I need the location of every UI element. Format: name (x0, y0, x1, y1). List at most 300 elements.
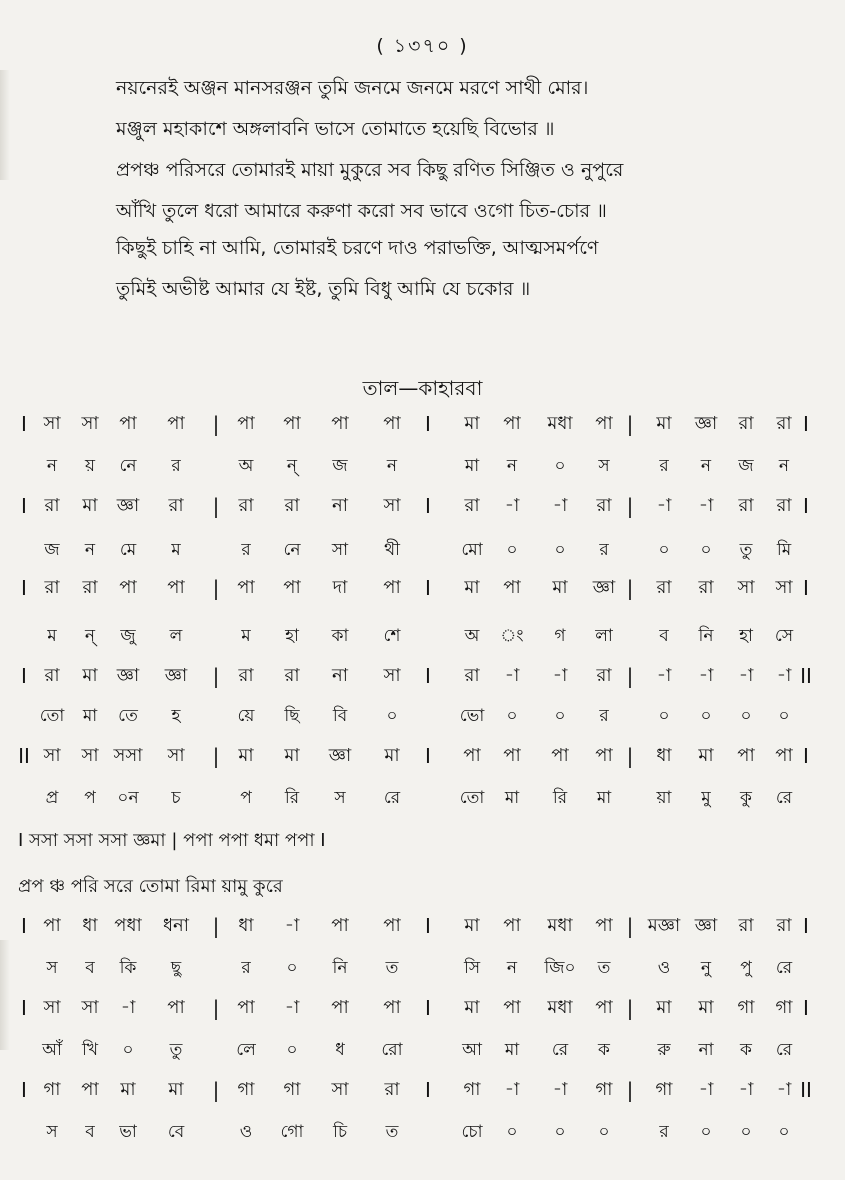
swara-note: পা (331, 915, 349, 936)
lyric-syllable: মা (504, 788, 520, 808)
swara-note: সা (81, 997, 99, 1018)
page-edge-shadow (0, 70, 10, 180)
swara-note: ধা (82, 915, 98, 936)
lyric-syllable: চো (461, 1122, 483, 1142)
lyric-syllable: র (171, 456, 181, 476)
swara-note: সা (43, 745, 61, 766)
swara-note: গা (595, 1079, 613, 1100)
lyric-syllable: ত (597, 958, 611, 978)
lyric-syllable: জ (332, 456, 348, 476)
lyric-syllable: মি (776, 540, 792, 560)
lyric-syllable: মা (596, 788, 612, 808)
swara-note: সা (43, 413, 61, 434)
lyric-syllable: ০ (740, 1122, 752, 1142)
bar-line: I (425, 576, 431, 600)
swara-note: সা (383, 665, 401, 686)
lyric-syllable: ও (239, 1122, 253, 1142)
lyric-syllable-row (0, 778, 845, 818)
swara-note: না (332, 495, 348, 516)
lyric-syllable: কু (740, 788, 752, 808)
notation-block (0, 404, 845, 1152)
lyric-syllable: য়ে (237, 706, 255, 726)
lyric-syllable-row (0, 446, 845, 486)
lyric-syllable: চ (171, 788, 181, 808)
bar-line: II (18, 744, 30, 768)
swara-note: মা (552, 577, 568, 598)
lyric-syllable: প (240, 788, 252, 808)
swara-note: মা (656, 997, 672, 1018)
lyric-syllable: জু (120, 626, 136, 646)
lyric-syllable: ০ (122, 1040, 134, 1060)
bar-line: I (803, 412, 809, 436)
lyric-syllable: ০ (554, 540, 566, 560)
lyric-syllable: পু (740, 958, 752, 978)
swara-note: -া (552, 1079, 568, 1100)
swara-note: মা (464, 997, 480, 1018)
swara-note: পা (167, 997, 185, 1018)
lyric-syllable: মা (82, 706, 98, 726)
swara-note: রা (238, 665, 254, 686)
lyric-syllable: ভো (459, 706, 485, 726)
lyric-syllable: য়া (656, 788, 672, 808)
bar-line: | (212, 576, 220, 600)
swara-note: না (332, 665, 348, 686)
swara-note: -া (776, 665, 792, 686)
lyric-syllable: খি (81, 1040, 99, 1060)
lyric-syllable: ছু (170, 958, 182, 978)
bar-line: | (212, 494, 220, 518)
bar-line: I (21, 996, 27, 1020)
swara-note: পা (595, 745, 613, 766)
bar-line: I (21, 664, 27, 688)
lyric-line: কিছুই চাহি না আমি, তোমারই চরণে দাও পরাভক্তি, আত্মসমর্পণে (116, 237, 599, 259)
swara-row (0, 656, 845, 696)
swara-note: মধা (547, 915, 573, 936)
swara-note: সা (775, 577, 793, 598)
swara-note: মা (384, 745, 400, 766)
lyric-syllable: জ (738, 456, 754, 476)
swara-note: -া (504, 495, 520, 516)
lyric-syllable: রে (551, 1040, 569, 1060)
swara-note: পা (237, 413, 255, 434)
swara-note: পা (119, 577, 137, 598)
lyric-syllable: ক (740, 1040, 752, 1060)
tala-heading: তাল—কাহারবা (362, 376, 483, 400)
swara-note: পা (595, 413, 613, 434)
bar-line: II (800, 664, 812, 688)
swara-note: গা (237, 1079, 255, 1100)
lyric-syllable: ০ (658, 706, 670, 726)
lyric-syllable: কি (119, 958, 137, 978)
lyric-syllable-row (0, 616, 845, 656)
swara-note: মা (464, 577, 480, 598)
lyric-syllable: ম (47, 626, 57, 646)
notation-variant-text: প্রপ ঞ্চ পরি সরে তোমা রিমা য়ামু কুরে (18, 876, 283, 897)
swara-note: পা (383, 413, 401, 434)
lyric-syllable: নে (283, 540, 301, 560)
bar-line: | (626, 1078, 634, 1102)
bar-line: I (803, 744, 809, 768)
swara-note: পা (237, 997, 255, 1018)
swara-note: ধা (656, 745, 672, 766)
lyric-syllable: মে (119, 540, 137, 560)
lyric-syllable: অ (464, 626, 480, 646)
swara-note: পা (331, 997, 349, 1018)
swara-note: পা (503, 577, 521, 598)
swara-row (0, 568, 845, 616)
bar-line: I (425, 744, 431, 768)
bar-line: | (626, 744, 634, 768)
swara-note: -া (698, 1079, 714, 1100)
lyric-syllable: তো (39, 706, 65, 726)
swara-note: গা (463, 1079, 481, 1100)
swara-note: -া (776, 1079, 792, 1100)
swara-note: রা (384, 1079, 400, 1100)
swara-note: দা (332, 577, 348, 598)
swara-note: সা (43, 997, 61, 1018)
lyric-syllable: স (334, 788, 346, 808)
swara-row (0, 988, 845, 1030)
swara-note: পা (737, 745, 755, 766)
bar-line: I (425, 412, 431, 436)
swara-note: রা (238, 495, 254, 516)
lyric-syllable: হা (739, 626, 753, 646)
swara-note: সসা (113, 745, 143, 766)
swara-note: পা (283, 577, 301, 598)
swara-note: পা (503, 413, 521, 434)
lyric-syllable: মু (701, 788, 711, 808)
lyric-syllable: ০ (286, 1040, 298, 1060)
bar-line: | (626, 664, 634, 688)
lyric-line: মঞ্জুল মহাকাশে অঙ্গলাবনি ভাসে তোমাতে হয়েছি বিভোর ॥ (116, 118, 555, 140)
swara-note: -া (552, 665, 568, 686)
swara-note: জ্ঞা (164, 665, 188, 686)
lyric-syllable: হ (171, 706, 181, 726)
bar-line: I (803, 914, 809, 938)
swara-note: জ্ঞা (328, 745, 352, 766)
lyric-line: প্রপঞ্চ পরিসরে তোমারই মায়া মুকুরে সব কিছু রণিত সিঞ্জিত ও নুপুরে (116, 159, 624, 181)
swara-note: পা (503, 915, 521, 936)
swara-note: পা (167, 577, 185, 598)
lyric-line: নয়নেরই অঞ্জন মানসরঞ্জন তুমি জনমে জনমে মরণে সাথী মোর। (116, 77, 589, 99)
lyric-syllable: ন (506, 958, 518, 978)
lyric-syllable: মা (504, 1040, 520, 1060)
page-number: ( ১৩৭০ ) (376, 35, 469, 57)
lyric-syllable: আঁ (42, 1040, 62, 1060)
swara-note: -া (738, 1079, 754, 1100)
bar-line: I (21, 494, 27, 518)
lyric-syllable: নি (698, 626, 714, 646)
lyric-syllable: ন (46, 456, 58, 476)
lyric-syllable: র (241, 958, 251, 978)
swara-note: মা (82, 495, 98, 516)
swara-note: গা (43, 1079, 61, 1100)
bar-line: | (626, 412, 634, 436)
bar-line: I (21, 412, 27, 436)
lyric-syllable: তে (118, 706, 138, 726)
bar-line: | (212, 664, 220, 688)
lyric-syllable: ০ (740, 706, 752, 726)
lyric-syllable: র (659, 456, 669, 476)
swara-note: পা (503, 997, 521, 1018)
lyric-syllable: ন (386, 456, 398, 476)
lyric-syllable: তু (739, 540, 753, 560)
swara-note: -া (698, 495, 714, 516)
lyric-syllable: অ (238, 456, 254, 476)
swara-note: মা (464, 915, 480, 936)
swara-note: রা (776, 413, 792, 434)
lyric-syllable: বি (332, 706, 348, 726)
lyric-syllable: ন (700, 456, 712, 476)
swara-note: ধনা (162, 915, 190, 936)
lyrics-stanza-2 (116, 150, 816, 232)
swara-note: রা (738, 413, 754, 434)
swara-note: জ্ঞা (694, 413, 718, 434)
swara-note: মা (656, 413, 672, 434)
lyric-syllable: ০ (554, 1122, 566, 1142)
swara-note: মধা (547, 997, 573, 1018)
lyric-syllable: স (46, 958, 58, 978)
lyric-syllable: শে (383, 626, 401, 646)
bar-line: | (212, 996, 220, 1020)
swara-note: গা (655, 1079, 673, 1100)
lyric-syllable: ব (85, 1122, 95, 1142)
lyric-syllable: ০ (554, 456, 566, 476)
lyric-syllable: বে (167, 1122, 185, 1142)
lyric-syllable: ম (171, 540, 181, 560)
lyric-syllable: ম (241, 626, 251, 646)
lyric-syllable-row (0, 530, 845, 568)
swara-note: রা (738, 495, 754, 516)
lyric-syllable: চি (332, 1122, 348, 1142)
swara-row (0, 404, 845, 446)
lyric-syllable: আ (462, 1040, 482, 1060)
swara-note: পা (81, 1079, 99, 1100)
swara-note: সা (383, 495, 401, 516)
swara-row (0, 1070, 845, 1112)
lyric-syllable-row (0, 1030, 845, 1070)
lyric-syllable: ০ (506, 540, 518, 560)
notation-variant-row (0, 864, 845, 906)
swara-note: -া (656, 665, 672, 686)
lyric-syllable: ০ (700, 706, 712, 726)
lyric-syllable: নু (700, 958, 712, 978)
bar-line: I (425, 996, 431, 1020)
swara-note: জ্ঞা (694, 915, 718, 936)
lyric-syllable: ০ (286, 958, 298, 978)
lyric-syllable: র (599, 706, 609, 726)
bar-line: I (803, 576, 809, 600)
swara-note: রা (44, 495, 60, 516)
swara-note: মা (698, 997, 714, 1018)
swara-note: রা (464, 495, 480, 516)
swara-note: -া (504, 1079, 520, 1100)
lyric-syllable: রো (381, 1040, 403, 1060)
swara-note: পা (503, 745, 521, 766)
lyric-syllable: ০ (506, 706, 518, 726)
swara-note: মা (284, 745, 300, 766)
lyric-syllable: ল (169, 626, 183, 646)
bar-line: | (626, 576, 634, 600)
lyric-line: তুমিই অভীষ্ট আমার যে ইষ্ট, তুমি বিধু আমি যে চকোর ॥ (116, 278, 531, 300)
swara-note: রা (776, 495, 792, 516)
swara-note: মা (168, 1079, 184, 1100)
lyric-syllable-row (0, 1112, 845, 1152)
swara-note: রা (738, 915, 754, 936)
bar-line: I (21, 576, 27, 600)
swara-note: সা (81, 745, 99, 766)
swara-note: -া (284, 915, 300, 936)
lyric-syllable: ত (385, 1122, 399, 1142)
lyric-syllable: মা (464, 456, 480, 476)
swara-note: রা (44, 665, 60, 686)
lyric-syllable-row (0, 948, 845, 988)
swara-note: রা (82, 577, 98, 598)
swara-note: জ্ঞা (116, 665, 140, 686)
swara-note: -া (284, 997, 300, 1018)
bar-line: | (626, 996, 634, 1020)
swara-note: সা (81, 413, 99, 434)
swara-note: সা (737, 577, 755, 598)
swara-note: পা (595, 915, 613, 936)
lyric-syllable: জি০ (544, 958, 576, 978)
lyric-syllable: ০ (700, 1122, 712, 1142)
swara-note: রা (776, 915, 792, 936)
lyrics-stanza-3 (116, 228, 816, 310)
swara-note: -া (656, 495, 672, 516)
swara-note: জ্ঞা (592, 577, 616, 598)
lyric-syllable: জ (44, 540, 60, 560)
lyric-syllable: স (46, 1122, 58, 1142)
lyric-syllable: য় (84, 456, 96, 476)
swara-note: রা (698, 577, 714, 598)
lyric-syllable: ং (500, 626, 524, 646)
lyric-syllable: থী (384, 540, 400, 560)
lyric-syllable: ০ (598, 1122, 610, 1142)
swara-note: -া (504, 665, 520, 686)
swara-note: মা (238, 745, 254, 766)
lyric-syllable: নি (332, 958, 348, 978)
lyric-syllable: রে (383, 788, 401, 808)
lyric-syllable: ব (659, 626, 669, 646)
lyric-syllable: ০ (700, 540, 712, 560)
swara-note: পা (463, 745, 481, 766)
swara-note: পা (167, 413, 185, 434)
lyric-syllable: গো (280, 1122, 304, 1142)
lyric-syllable: হা (285, 626, 299, 646)
lyric-syllable: রে (775, 1040, 793, 1060)
swara-note: মা (698, 745, 714, 766)
swara-note: মা (82, 665, 98, 686)
lyric-syllable: লে (236, 1040, 256, 1060)
swara-note: পা (775, 745, 793, 766)
lyric-syllable: ০ (778, 706, 790, 726)
lyric-syllable: ও (657, 958, 671, 978)
lyric-syllable: তো (459, 788, 485, 808)
lyric-syllable: ছি (284, 706, 300, 726)
lyric-syllable: র (599, 540, 609, 560)
lyric-syllable: নে (119, 456, 137, 476)
lyric-syllable: রি (284, 788, 300, 808)
swara-note: রা (44, 577, 60, 598)
lyric-syllable: লা (595, 626, 613, 646)
swara-note: পা (551, 745, 569, 766)
lyric-syllable: ন (778, 456, 790, 476)
swara-note: পা (383, 915, 401, 936)
lyric-syllable: প্র (45, 788, 59, 808)
notation-variant-row (0, 818, 845, 864)
lyric-syllable: ন (84, 540, 96, 560)
lyric-syllable-row (0, 696, 845, 736)
lyric-syllable: কা (331, 626, 349, 646)
lyric-syllable: রে (775, 788, 793, 808)
swara-note: রা (168, 495, 184, 516)
swara-note: রা (284, 665, 300, 686)
lyric-syllable: ন (506, 456, 518, 476)
lyric-syllable: ভা (119, 1122, 137, 1142)
swara-note: সা (167, 745, 185, 766)
swara-note: মা (120, 1079, 136, 1100)
lyric-syllable: ০ (386, 706, 398, 726)
swara-note: জ্ঞা (116, 495, 140, 516)
lyric-syllable: ০ (554, 706, 566, 726)
swara-note: সা (331, 1079, 349, 1100)
swara-note: রা (656, 577, 672, 598)
lyric-syllable: স (598, 456, 610, 476)
lyric-line: আঁখি তুলে ধরো আমারে করুণা করো সব ভাবে ওগো চিত-চোর ॥ (116, 200, 607, 222)
lyric-syllable: ধ (335, 1040, 345, 1060)
swara-note: গা (283, 1079, 301, 1100)
lyric-syllable: ০ (658, 540, 670, 560)
swara-note: -া (738, 665, 754, 686)
bar-line: | (212, 412, 220, 436)
lyrics-stanza-1 (116, 68, 816, 150)
bar-line: I (425, 494, 431, 518)
bar-line: | (212, 914, 220, 938)
bar-line: I (21, 1078, 27, 1102)
swara-note: -া (698, 665, 714, 686)
bar-line: | (626, 914, 634, 938)
lyric-syllable: ন্ (286, 456, 298, 476)
bar-line: I (803, 996, 809, 1020)
swara-note: রা (464, 665, 480, 686)
bar-line: | (212, 1078, 220, 1102)
lyric-syllable: রি (552, 788, 568, 808)
lyric-syllable: রে (775, 958, 793, 978)
bar-line: I (21, 914, 27, 938)
lyric-syllable: ০ন (117, 788, 139, 808)
swara-note: মা (464, 413, 480, 434)
lyric-syllable: সি (463, 958, 481, 978)
bar-line: I (425, 664, 431, 688)
swara-row (0, 736, 845, 778)
lyric-syllable: ০ (778, 1122, 790, 1142)
lyric-syllable: সে (774, 626, 794, 646)
lyric-syllable: গ (554, 626, 566, 646)
swara-note: পা (383, 997, 401, 1018)
bar-line: I (425, 1078, 431, 1102)
swara-note: পধা (114, 915, 142, 936)
swara-note: মধা (547, 413, 573, 434)
lyric-syllable: না (698, 1040, 714, 1060)
lyric-syllable: সা (331, 540, 349, 560)
swara-note: পা (383, 577, 401, 598)
lyric-syllable: ত (385, 958, 399, 978)
lyric-syllable: প (84, 788, 96, 808)
lyric-syllable: মো (461, 540, 483, 560)
bar-line: | (212, 744, 220, 768)
swara-note: পা (119, 413, 137, 434)
